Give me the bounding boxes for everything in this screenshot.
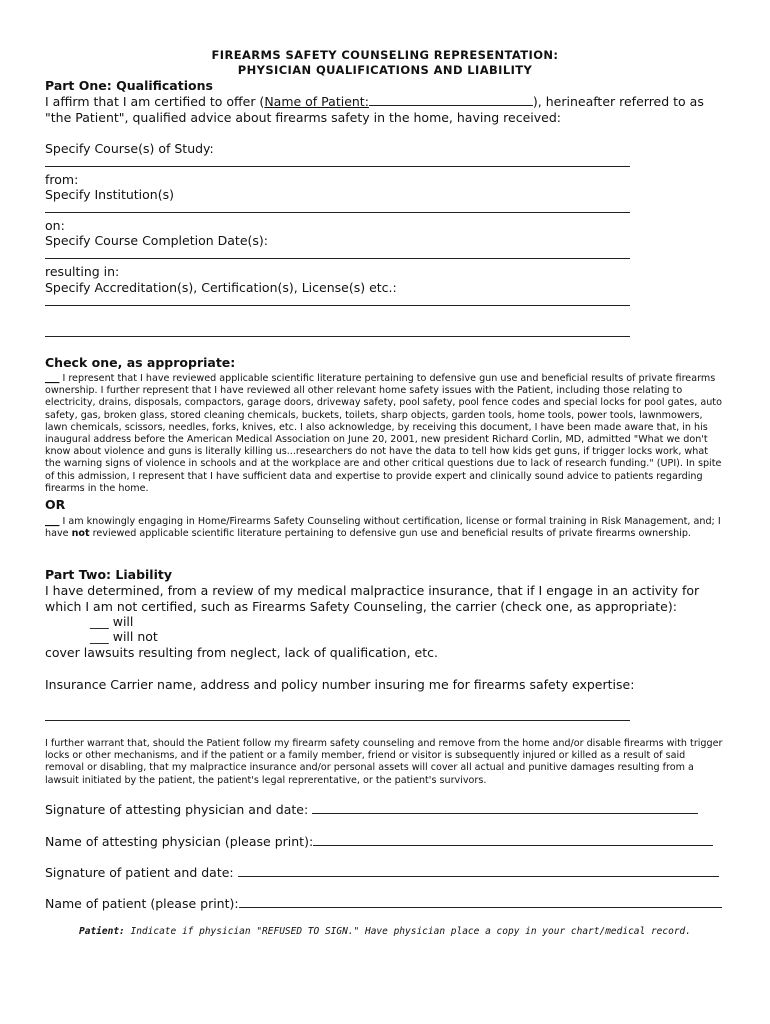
course-of-study-blank[interactable]	[45, 166, 630, 167]
carrier-will-not-option[interactable]: ___ will not	[90, 629, 158, 644]
completion-date-label: Specify Course Completion Date(s):	[45, 233, 268, 248]
part-two-heading: Part Two: Liability	[45, 567, 173, 582]
option-2-text-a: I am knowingly engaging in Home/Firearms Safety Counseling without certification, license or formal training in Risk Management, and; I have	[45, 516, 721, 540]
institution-label: Specify Institution(s)	[45, 187, 174, 202]
insurance-carrier-blank[interactable]	[45, 720, 630, 721]
form-title-line-1: FIREARMS SAFETY COUNSELING REPRESENTATION:	[211, 48, 559, 62]
affirm-statement-line-1	[45, 94, 704, 110]
on-label: on:	[45, 218, 65, 233]
cover-lawsuits-text: cover lawsuits resulting from neglect, lack of qualification, etc.	[45, 645, 438, 660]
option-1-checkbox-blank[interactable]: ___	[45, 373, 60, 384]
warranty-paragraph: I further warrant that, should the Patient follow my firearm safety counseling and remove from the home and/or disable firearms with trigger locks or other mechanisms, and if the patient or a family member, friend or visitor is subsequently injured or killed as a result of said removal or disabling, that my malpractice insurance and/or personal assets will cover all actual and punitive damages resulting from a lawsuit initiated by the patient, the patient's legal reprerentative, or the patient's survivors.	[45, 738, 723, 786]
insurance-carrier-label: Insurance Carrier name, address and policy number insuring me for firearms safety expertise:	[45, 677, 635, 692]
institution-blank[interactable]	[45, 212, 630, 213]
part-one-heading: Part One: Qualifications	[45, 78, 213, 93]
carrier-will-option[interactable]: ___ will	[90, 614, 134, 629]
physician-name-label: Name of attesting physician (please print):	[45, 834, 314, 849]
option-no-certification	[45, 516, 725, 540]
option-2-not: not	[71, 528, 90, 540]
patient-name-field[interactable]	[239, 896, 722, 908]
patient-name-blank[interactable]	[369, 105, 533, 106]
patient-name-field-label: Name of Patient:	[264, 94, 369, 109]
check-one-heading: Check one, as appropriate:	[45, 355, 236, 370]
completion-date-blank[interactable]	[45, 258, 630, 259]
from-label: from:	[45, 172, 79, 187]
patient-signature-row	[45, 865, 719, 880]
form-title-line-2: PHYSICIAN QUALIFICATIONS AND LIABILITY	[237, 63, 533, 77]
affirm-suffix: ), herineafter referred to as	[532, 94, 704, 109]
option-2-text-b: reviewed applicable scientific literature pertaining to defensive gun use and beneficial results of private firearms ownership.	[89, 528, 691, 540]
option-1-text: I represent that I have reviewed applicable scientific literature pertaining to defensive gun use and beneficial results of private firearms ownership. I further represent that I have reviewed all other relevant home safety issues with the Patient, including those relating to electricity, drains, disposals, compactors, garage doors, driveway safety, pool safety, pool fence codes and special locks for pool gates, auto safety, gas, broken glass, stored cleaning chemicals, buckets, toilets, sharp objects, garden tools, home tools, power tools, lawnmowers, lawn chemicals, scissors, needles, forks, knives, etc. I also acknowledge, by receiving this document, I have been made aware that, in his inaugural address before the American Medical Association on June 20, 2001, new president Richard Corlin, MD, admitted "What we don't know about violence and guns is literally killing us...researchers do not have the data to tell how kids get guns, if trigger locks work, what the warning signs of violence in schools and at the workplace are and other critical questions due to lack of research funding." (UPI). In spite of this admission, I represent that I have sufficient data and expertise to provide expert and clinically sound advice to patients regarding firearms in the home.	[45, 373, 722, 494]
affirm-prefix: I affirm that I am certified to offer (	[45, 94, 265, 109]
affirm-statement-line-2: "the Patient", qualified advice about firearms safety in the home, having received:	[45, 110, 561, 125]
patient-signature-field[interactable]	[238, 865, 719, 877]
accreditation-blank-2[interactable]	[45, 336, 630, 337]
or-label: OR	[45, 497, 66, 512]
liability-line-1: I have determined, from a review of my medical malpractice insurance, that if I engage in an activity for	[45, 583, 700, 598]
accreditation-blank-1[interactable]	[45, 305, 630, 306]
resulting-in-label: resulting in:	[45, 264, 120, 279]
option-literature-reviewed	[45, 373, 725, 495]
option-2-checkbox-blank[interactable]: ___	[45, 516, 60, 527]
patient-name-label: Name of patient (please print):	[45, 896, 239, 911]
liability-line-2: which I am not certified, such as Firearms Safety Counseling, the carrier (check one, as appropriate):	[45, 599, 677, 614]
patient-signature-label: Signature of patient and date:	[45, 865, 234, 880]
physician-signature-row	[45, 802, 698, 817]
footer-note	[0, 926, 770, 937]
course-of-study-label: Specify Course(s) of Study:	[45, 141, 214, 156]
physician-name-row	[45, 834, 713, 849]
physician-signature-field[interactable]	[312, 802, 698, 814]
footer-text: Indicate if physician "REFUSED TO SIGN." Have physician place a copy in your chart/medical record.	[124, 926, 691, 937]
accreditation-label: Specify Accreditation(s), Certification(s), License(s) etc.:	[45, 280, 397, 295]
physician-name-field[interactable]	[313, 834, 713, 846]
footer-label: Patient:	[79, 926, 125, 937]
patient-name-row	[45, 896, 722, 911]
physician-signature-label: Signature of attesting physician and date:	[45, 802, 309, 817]
